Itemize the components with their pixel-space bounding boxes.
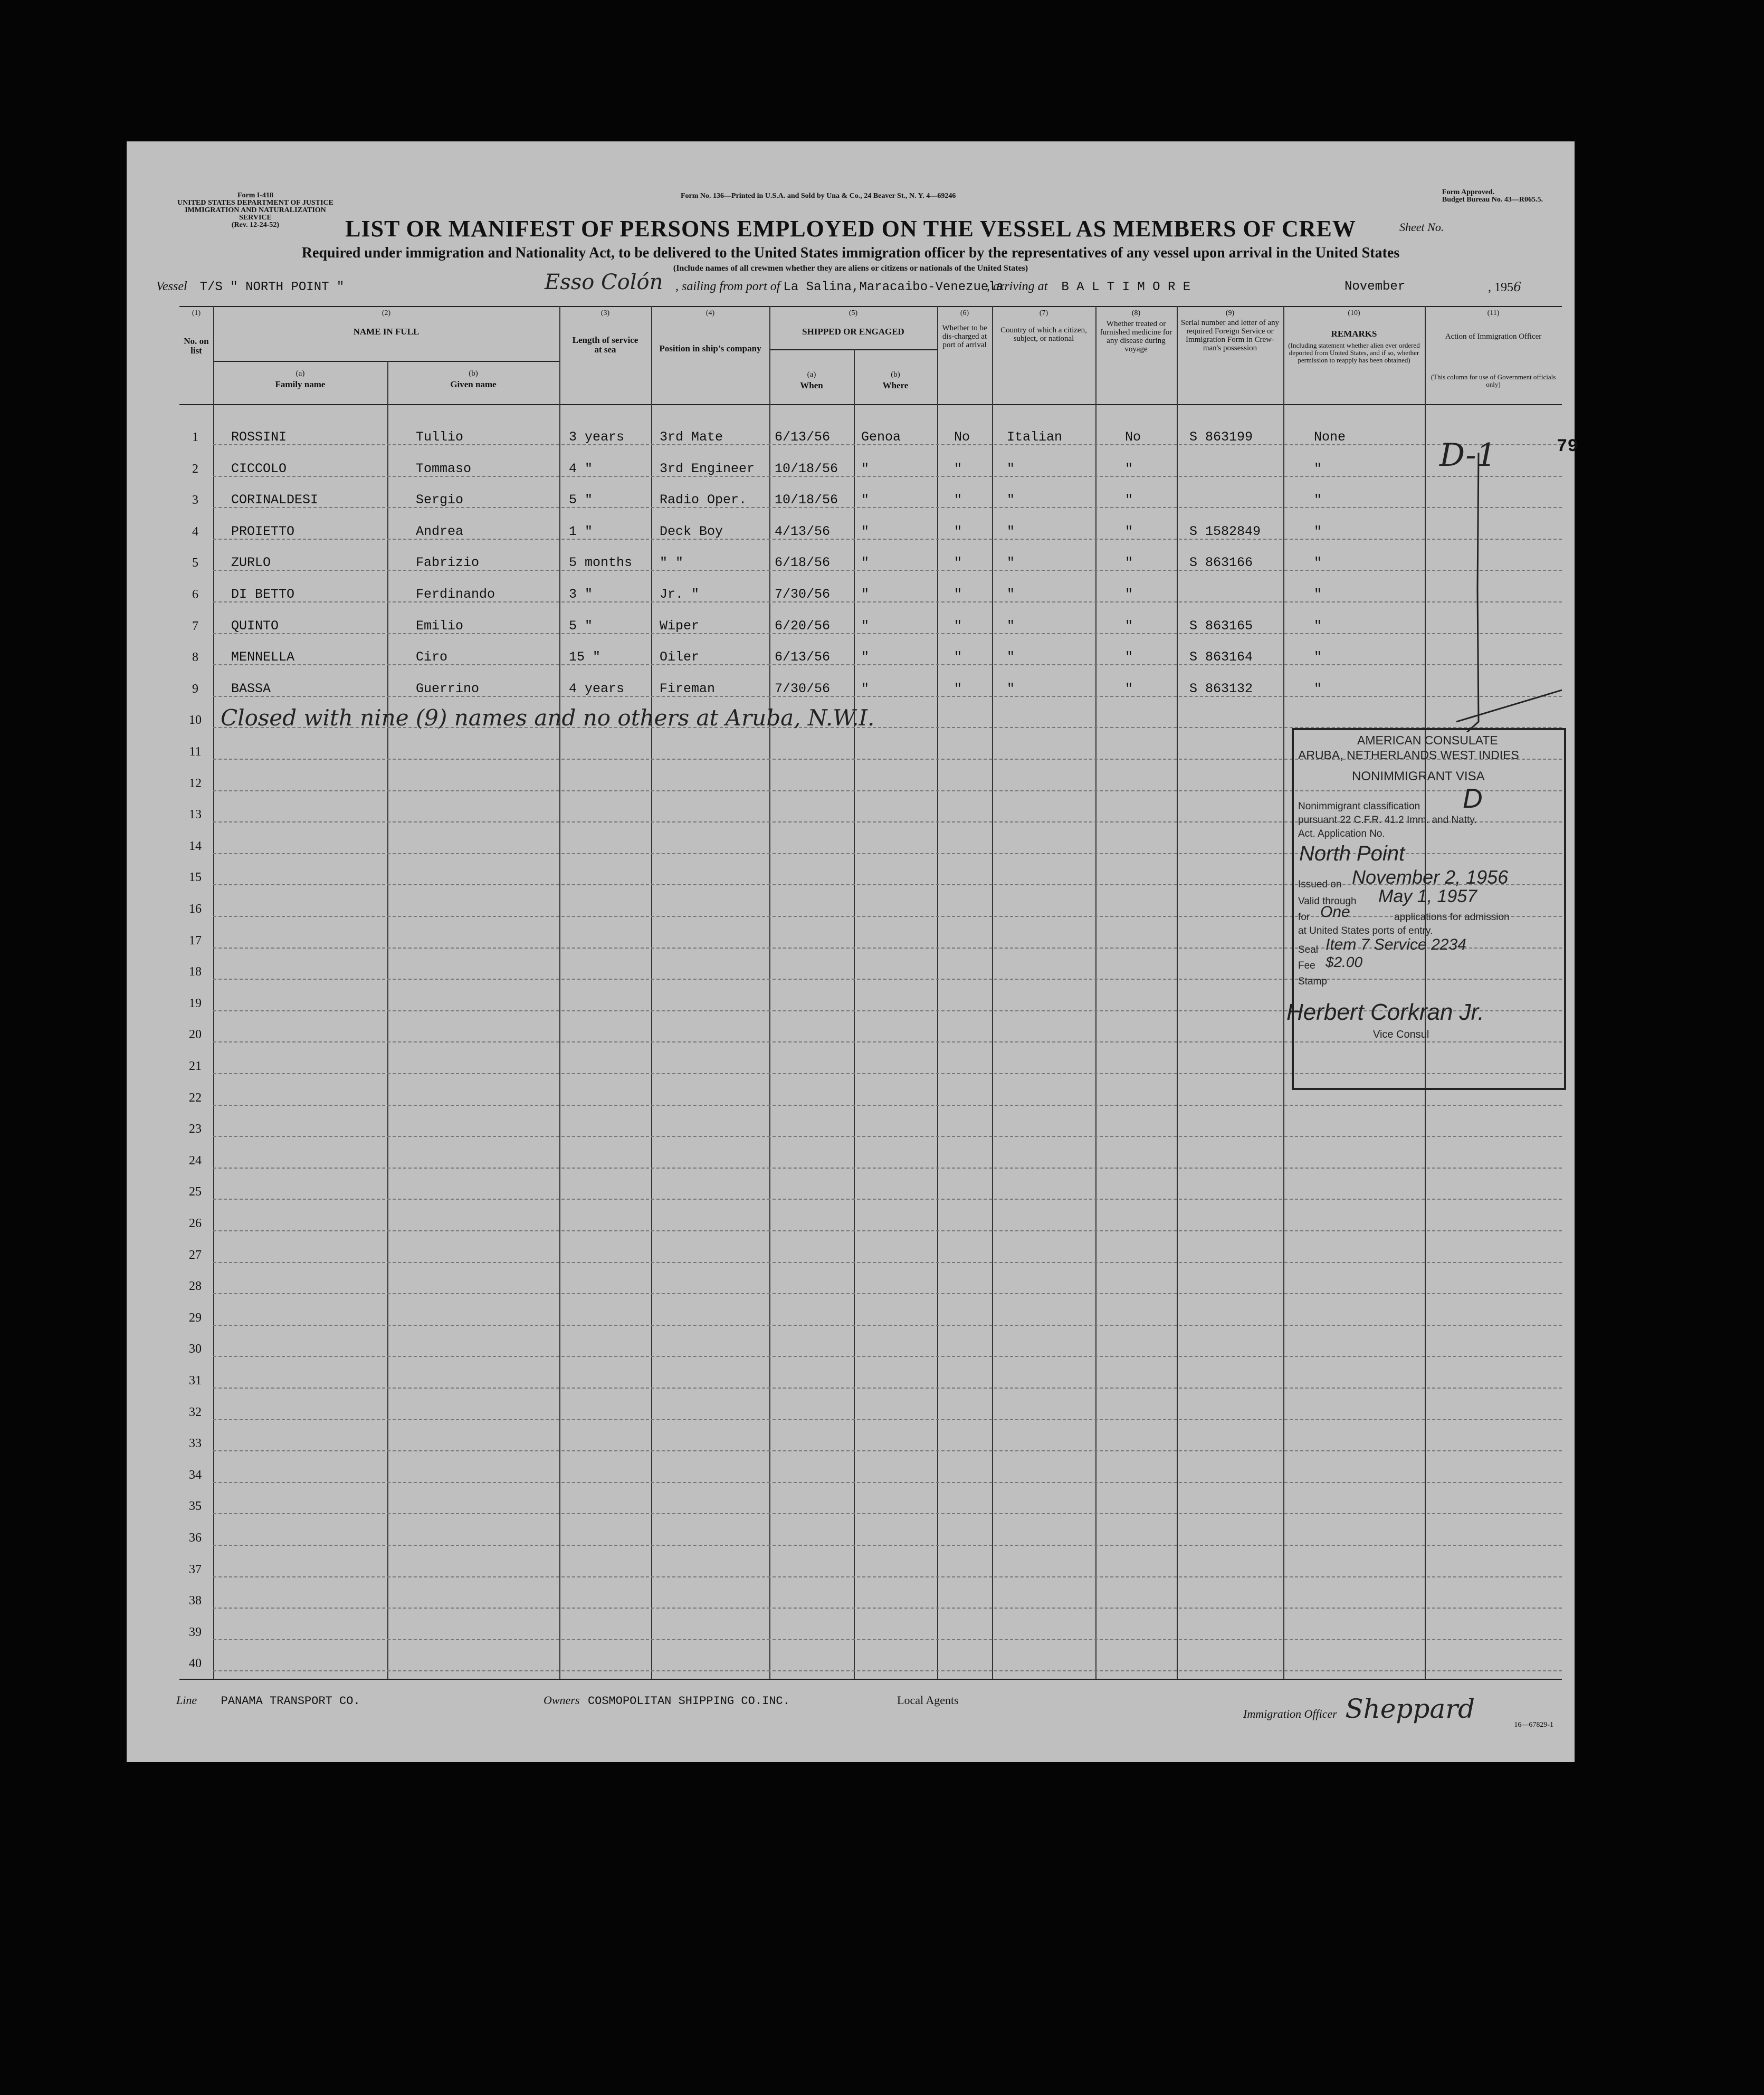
when-cell: 7/30/56	[775, 587, 831, 602]
header-country: Country of which a citizen, subject, or national	[1000, 326, 1087, 343]
when-cell: 7/30/56	[775, 681, 831, 696]
row-rule	[213, 1576, 1562, 1577]
row-rule	[213, 1136, 1562, 1137]
header-family-name: Family name	[275, 379, 326, 389]
serial-cell: S 863165	[1189, 618, 1253, 634]
action-bracket	[1435, 437, 1572, 732]
given-name-cell: Andrea	[416, 523, 464, 539]
row-rule	[213, 1513, 1562, 1514]
row-number: 3	[192, 493, 198, 508]
shipped-header-rule	[769, 349, 937, 350]
treated-cell: "	[1125, 649, 1133, 665]
row-rule	[213, 1199, 1562, 1200]
row-number: 26	[189, 1217, 202, 1230]
header-when: When	[800, 380, 823, 390]
budget-bureau: Budget Bureau No. 43—R065.5.	[1442, 196, 1543, 204]
length-cell: 3 years	[569, 429, 625, 445]
remarks-cell: "	[1314, 523, 1322, 539]
family-name-cell: CORINALDESI	[231, 492, 319, 508]
stamp-issued-date: November 2, 1956	[1352, 866, 1509, 888]
row-number: 7	[192, 619, 198, 633]
row-rule	[213, 1482, 1562, 1483]
printer-line: Form No. 136—Printed in U.S.A. and Sold by Una & Co., 24 Beaver St., N. Y. 4—69246	[681, 192, 956, 200]
where-cell: "	[861, 587, 870, 602]
remarks-cell: "	[1314, 649, 1322, 665]
header-action-note: (This column for use of Government officials only)	[1431, 373, 1556, 388]
row-number: 17	[189, 933, 202, 948]
col-rule-1	[213, 306, 214, 1679]
stamp-for-label: for	[1298, 912, 1310, 923]
family-name-cell: QUINTO	[231, 618, 279, 634]
colnum-11: (11)	[1487, 309, 1500, 317]
footer-owners	[543, 1694, 790, 1708]
given-name-cell: Ciro	[416, 649, 448, 665]
row-rule	[213, 1388, 1562, 1389]
given-name-cell: Guerrino	[416, 681, 480, 696]
row-number: 24	[189, 1153, 202, 1168]
header-treated: Whether treated or furnished medicine for any disease during voyage	[1100, 320, 1172, 353]
family-name-cell: CICCOLO	[231, 461, 287, 476]
col-rule-8	[992, 306, 993, 1679]
family-name-cell: DI BETTO	[231, 587, 295, 602]
row-number: 21	[189, 1059, 202, 1073]
length-cell: 3 "	[569, 587, 593, 602]
given-name-cell: Fabrizio	[416, 555, 480, 571]
consul-signature: Herbert Corkran Jr.	[1286, 999, 1484, 1025]
row-number: 2	[192, 462, 198, 476]
row-rule	[213, 1608, 1562, 1609]
remarks-cell: "	[1314, 681, 1322, 696]
footer-agents-label: Local Agents	[897, 1694, 959, 1707]
treated-cell: "	[1125, 492, 1133, 508]
year-printed: , 195	[1488, 281, 1513, 294]
stamp-location: ARUBA, NETHERLANDS WEST INDIES	[1298, 748, 1519, 762]
row-rule	[213, 1105, 1562, 1106]
remarks-cell: "	[1314, 492, 1322, 508]
header-remarks: REMARKS	[1331, 329, 1377, 339]
family-name-cell: MENNELLA	[231, 649, 295, 665]
treated-cell: No	[1125, 429, 1141, 445]
footer-officer	[1243, 1694, 1475, 1724]
header-where-letter: (b)	[891, 370, 900, 379]
where-cell: "	[861, 461, 870, 476]
stamp-applications: applications for admission	[1394, 912, 1510, 923]
row-number: 10	[189, 713, 202, 728]
row-number: 6	[192, 588, 198, 601]
stamp-ship-name: North Point	[1299, 842, 1405, 865]
colnum-10: (10)	[1348, 309, 1360, 317]
form-number: Form I-418	[237, 192, 274, 199]
row-number: 38	[189, 1594, 202, 1608]
position-cell: Wiper	[660, 618, 700, 634]
remarks-cell: "	[1314, 461, 1322, 476]
length-cell: 5 "	[569, 492, 593, 508]
length-cell: 4 years	[569, 681, 625, 696]
country-cell: "	[1007, 492, 1015, 508]
row-number: 19	[189, 996, 202, 1010]
stamp-vice-consul: Vice Consul	[1373, 1029, 1429, 1040]
consulate-visa-stamp	[1286, 728, 1566, 1090]
treated-cell: "	[1125, 523, 1133, 539]
serial-cell: S 863132	[1189, 681, 1253, 696]
stamp-valid-label: Valid through	[1298, 896, 1357, 907]
colnum-5: (5)	[848, 309, 858, 317]
stamp-fee-value: $2.00	[1326, 954, 1363, 970]
form-title: LIST OR MANIFEST OF PERSONS EMPLOYED ON THE VESSEL AS MEMBERS OF CREW	[345, 216, 1356, 242]
where-cell: "	[861, 492, 870, 508]
where-cell: "	[861, 618, 870, 634]
stamp-pursuant: pursuant 22 C.F.R. 41.2 Imm. and Natty.	[1298, 815, 1477, 826]
discharged-cell: "	[954, 618, 962, 634]
header-family-letter: (a)	[295, 369, 305, 378]
table-bottom-rule	[179, 1679, 1562, 1680]
where-cell: "	[861, 523, 870, 539]
colnum-1: (1)	[192, 309, 201, 317]
revision-line: (Rev. 12-24-52)	[231, 221, 280, 229]
row-number: 36	[189, 1531, 202, 1545]
col-rule-10	[1177, 306, 1178, 1679]
when-cell: 6/13/56	[775, 649, 831, 665]
treated-cell: "	[1125, 587, 1133, 602]
stamp-valid-date: May 1, 1957	[1378, 886, 1477, 906]
treated-cell: "	[1125, 681, 1133, 696]
when-cell: 4/13/56	[775, 523, 831, 539]
arriving-label: , arriving at	[987, 280, 1048, 293]
col-rule-7	[937, 306, 938, 1679]
footer-officer-label: Immigration Officer	[1243, 1707, 1337, 1720]
row-number: 1	[192, 431, 198, 444]
length-cell: 4 "	[569, 461, 593, 476]
form-approved: Form Approved.	[1442, 188, 1495, 196]
country-cell: "	[1007, 555, 1015, 571]
manifest-sheet	[127, 141, 1578, 1762]
where-cell: Genoa	[861, 429, 901, 445]
header-action: Action of Immigration Officer	[1445, 332, 1542, 341]
position-cell: Radio Oper.	[660, 492, 747, 508]
row-rule	[213, 1325, 1562, 1326]
action-mark: D-1	[1439, 437, 1496, 474]
row-rule	[213, 1419, 1562, 1420]
family-name-cell: PROIETTO	[231, 523, 295, 539]
discharged-cell: "	[954, 681, 962, 696]
approval-block	[1442, 189, 1543, 204]
row-rule	[213, 1545, 1562, 1546]
colnum-2: (2)	[382, 309, 391, 317]
header-when-letter: (a)	[807, 370, 816, 379]
footer-line	[176, 1694, 360, 1708]
footer-code: 16—67829-1	[1514, 1721, 1553, 1729]
stamp-visa-type: NONIMMIGRANT VISA	[1352, 769, 1485, 783]
row-number: 14	[189, 839, 202, 853]
row-rule	[213, 1356, 1562, 1357]
col-rule-4	[651, 306, 652, 1679]
family-name-cell: ZURLO	[231, 555, 271, 571]
row-number: 22	[189, 1090, 202, 1105]
header-discharged: Whether to be dis-charged at port of arrival	[942, 324, 987, 349]
departure-port: La Salina,Maracaibo-Venezuela	[783, 280, 1004, 294]
port-line	[675, 280, 1004, 294]
when-cell: 10/18/56	[775, 461, 838, 476]
country-cell: "	[1007, 587, 1015, 602]
country-cell: Italian	[1007, 429, 1063, 445]
row-number: 31	[189, 1374, 202, 1388]
position-cell: Fireman	[660, 681, 716, 696]
vessel-name-handwritten: Esso Colón	[545, 270, 663, 294]
colnum-7: (7)	[1039, 309, 1048, 317]
remarks-cell: "	[1314, 618, 1322, 634]
position-cell: Deck Boy	[660, 523, 723, 539]
year-line	[1488, 280, 1521, 295]
colnum-8: (8)	[1131, 309, 1141, 317]
position-cell: Oiler	[660, 649, 700, 665]
row-number: 39	[189, 1625, 202, 1639]
serial-cell: S 863199	[1189, 429, 1253, 445]
col-rule-5	[769, 306, 770, 1679]
row-number: 29	[189, 1310, 202, 1325]
col-rule-11	[1283, 306, 1284, 1679]
country-cell: "	[1007, 618, 1015, 634]
footer-line-label: Line	[176, 1694, 197, 1707]
row-number: 8	[192, 650, 198, 665]
col-rule-2	[387, 361, 388, 1679]
row-number: 28	[189, 1279, 202, 1294]
sailing-label: , sailing from port of	[675, 280, 780, 293]
colnum-6: (6)	[960, 309, 969, 317]
arrival-port: B A L T I M O R E	[1061, 280, 1191, 294]
given-name-cell: Tommaso	[416, 461, 472, 476]
row-number: 11	[189, 745, 202, 759]
length-cell: 5 months	[569, 555, 633, 571]
row-number: 4	[192, 524, 198, 539]
discharged-cell: "	[954, 523, 962, 539]
row-rule	[213, 1293, 1562, 1294]
colnum-4: (4)	[705, 309, 715, 317]
vessel-line	[156, 280, 344, 294]
arrival-line	[987, 280, 1190, 294]
row-number: 5	[192, 556, 198, 570]
row-rule	[213, 1168, 1562, 1169]
length-cell: 5 "	[569, 618, 593, 634]
row-number: 32	[189, 1405, 202, 1419]
header-given-name: Given name	[450, 379, 497, 389]
position-cell: " "	[660, 555, 684, 571]
discharged-cell: "	[954, 555, 962, 571]
row-number: 20	[189, 1028, 202, 1042]
treated-cell: "	[1125, 461, 1133, 476]
col-rule-6	[854, 349, 855, 1679]
include-note: (Include names of all crewmen whether they are aliens or citizens or nationals of the United States)	[673, 264, 1028, 273]
row-number: 9	[192, 682, 198, 696]
row-rule	[213, 1639, 1562, 1640]
stamp-seal-label: Seal	[1298, 944, 1319, 955]
position-cell: 3rd Engineer	[660, 461, 755, 476]
treated-cell: "	[1125, 618, 1133, 634]
where-cell: "	[861, 681, 870, 696]
serial-cell: S 863164	[1189, 649, 1253, 665]
serial-cell: S 1582849	[1189, 523, 1261, 539]
country-cell: "	[1007, 649, 1015, 665]
vessel-name: T/S " NORTH POINT "	[199, 280, 345, 294]
header-given-letter: (b)	[469, 369, 478, 378]
length-cell: 1 "	[569, 523, 593, 539]
when-cell: 6/18/56	[775, 555, 831, 571]
closing-note: Closed with nine (9) names and no others at Aruba, N.W.I.	[221, 705, 875, 731]
discharged-cell: "	[954, 492, 962, 508]
footer-owners-value: COSMOPOLITAN SHIPPING CO.INC.	[587, 1695, 790, 1708]
colnum-9: (9)	[1225, 309, 1235, 317]
stamp-ports: at United States ports of entry.	[1298, 925, 1433, 936]
header-serial: Serial number and letter of any required Foreign Service or Immigration Form in Crew-man's possession	[1180, 319, 1280, 352]
given-name-cell: Ferdinando	[416, 587, 495, 602]
footer-line-value: PANAMA TRANSPORT CO.	[221, 1695, 360, 1708]
service-line: IMMIGRATION AND NATURALIZATION SERVICE	[185, 206, 326, 222]
family-name-cell: BASSA	[231, 681, 271, 696]
discharged-cell: "	[954, 649, 962, 665]
header-remarks-note: (Including statement whether alien ever ordered deported from United States, and if so, whether permission to reapply has been obtained)	[1288, 341, 1420, 364]
row-number: 13	[189, 808, 202, 822]
serial-cell: S 863166	[1189, 555, 1253, 571]
when-cell: 6/13/56	[775, 429, 831, 445]
row-rule	[213, 1230, 1562, 1231]
position-cell: Jr. "	[660, 587, 700, 602]
remarks-cell: "	[1314, 587, 1322, 602]
stamp-act: Act. Application No.	[1298, 828, 1385, 839]
header-shipped: SHIPPED OR ENGAGED	[802, 327, 904, 337]
header-position: Position in ship's company	[659, 343, 761, 353]
where-cell: "	[861, 555, 870, 571]
name-header-rule	[213, 361, 559, 362]
header-name-in-full: NAME IN FULL	[353, 327, 419, 337]
row-number: 30	[189, 1342, 202, 1356]
remarks-cell: None	[1314, 429, 1346, 445]
length-cell: 15 "	[569, 649, 601, 665]
required-statement: Required under immigration and Nationality Act, to be delivered to the United States immigration officer by the representatives of any vessel upon arrival in the United States	[301, 245, 1400, 261]
remarks-cell: "	[1314, 555, 1322, 571]
stamp-stamp-label: Stamp	[1298, 976, 1327, 987]
when-cell: 10/18/56	[775, 492, 838, 508]
row-number: 37	[189, 1562, 202, 1576]
given-name-cell: Emilio	[416, 618, 464, 634]
row-number: 27	[189, 1248, 202, 1262]
row-rule	[213, 1262, 1562, 1263]
position-cell: 3rd Mate	[660, 429, 723, 445]
colnum-3: (3)	[600, 309, 610, 317]
stamp-issued-label: Issued on	[1298, 879, 1342, 890]
row-number: 12	[189, 776, 202, 790]
given-name-cell: Sergio	[416, 492, 464, 508]
stamp-seal-value: Item 7 Service 2234	[1326, 936, 1466, 953]
vessel-label: Vessel	[156, 280, 187, 293]
row-rule	[213, 1450, 1562, 1451]
stamp-consulate: AMERICAN CONSULATE	[1357, 733, 1498, 747]
row-number: 34	[189, 1468, 202, 1482]
table-top-rule	[179, 306, 1562, 307]
treated-cell: "	[1125, 555, 1133, 571]
country-cell: "	[1007, 523, 1015, 539]
row-number: 35	[189, 1499, 202, 1514]
discharged-cell: "	[954, 461, 962, 476]
discharged-cell: "	[954, 587, 962, 602]
col-rule-3	[559, 306, 560, 1679]
row-number: 23	[189, 1122, 202, 1136]
where-cell: "	[861, 649, 870, 665]
arrival-month: November	[1345, 280, 1406, 294]
table-header-bottom-rule	[179, 404, 1562, 405]
footer-owners-label: Owners	[543, 1694, 580, 1707]
header-length: Length of service at sea	[572, 335, 638, 355]
when-cell: 6/20/56	[775, 618, 831, 634]
row-number: 25	[189, 1185, 202, 1199]
department-line: UNITED STATES DEPARTMENT OF JUSTICE	[177, 199, 333, 207]
country-cell: "	[1007, 681, 1015, 696]
stamp-for-count: One	[1320, 903, 1350, 921]
family-name-cell: ROSSINI	[231, 429, 287, 445]
side-number: 79	[1557, 437, 1578, 457]
row-number: 40	[189, 1657, 202, 1671]
officer-signature: Sheppard	[1345, 1694, 1475, 1724]
row-number: 15	[189, 870, 202, 885]
row-rule	[213, 1670, 1562, 1671]
sheet-number-label: Sheet No.	[1399, 221, 1444, 234]
stamp-fee-label: Fee	[1298, 960, 1315, 971]
country-cell: "	[1007, 461, 1015, 476]
row-number: 16	[189, 902, 202, 916]
stamp-class-value: D	[1463, 783, 1483, 814]
header-no-on-list: No. on list	[184, 336, 209, 356]
year-handwritten: 6	[1513, 280, 1522, 294]
row-number: 33	[189, 1437, 202, 1451]
discharged-cell: No	[954, 429, 970, 445]
col-rule-9	[1095, 306, 1096, 1679]
given-name-cell: Tullio	[416, 429, 464, 445]
header-where: Where	[882, 380, 909, 390]
stamp-class-label: Nonimmigrant classification	[1298, 801, 1420, 812]
row-number: 18	[189, 965, 202, 979]
